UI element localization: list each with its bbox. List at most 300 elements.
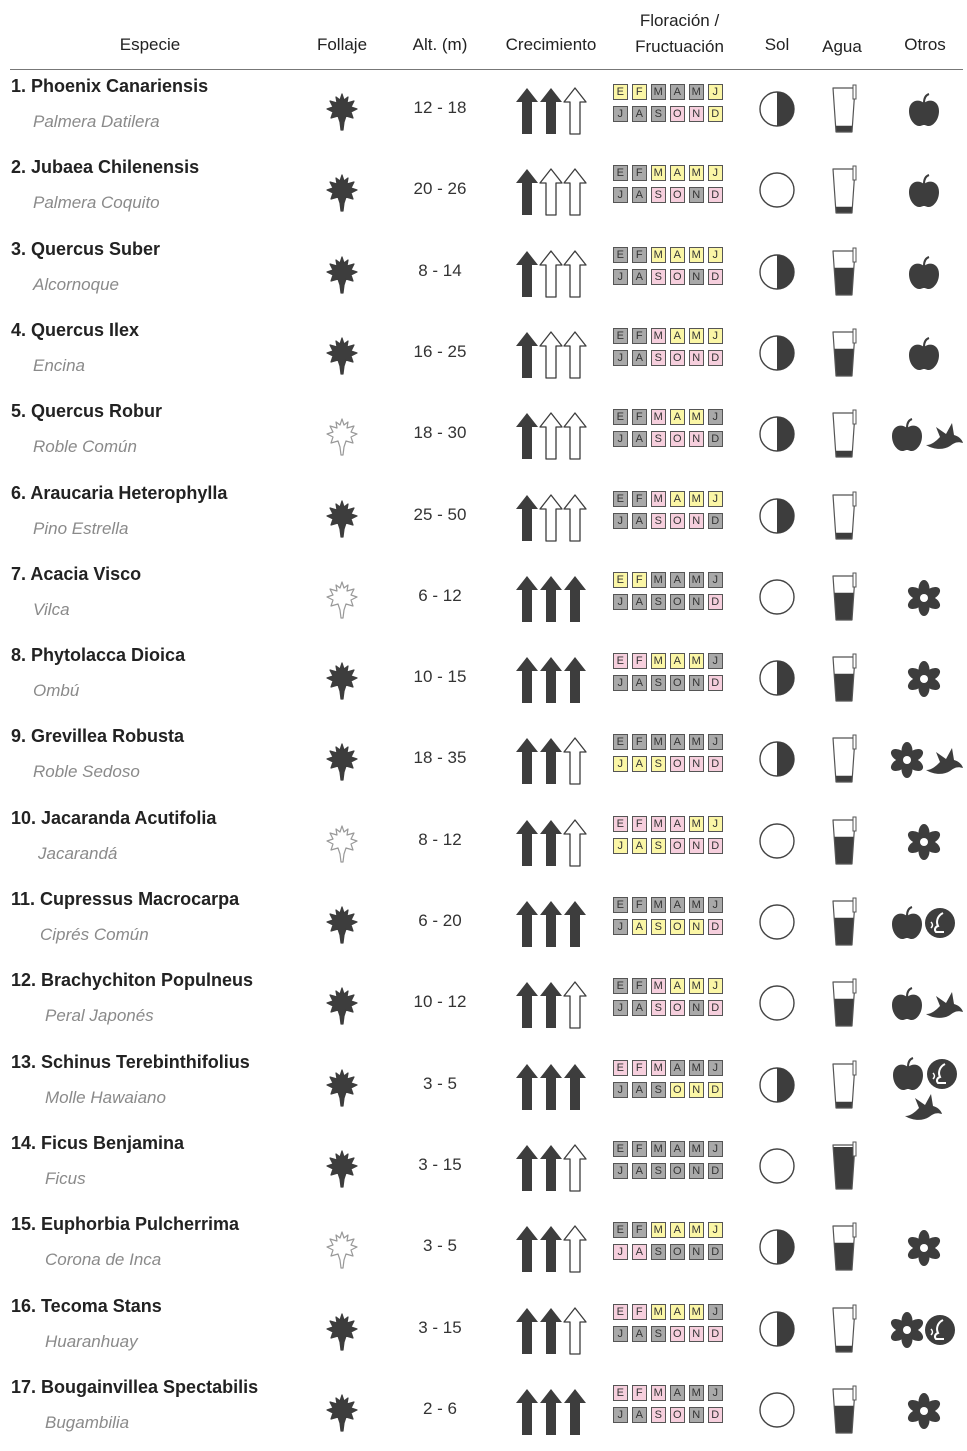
- header-altura: Alt. (m): [412, 35, 468, 54]
- month-calendar: [613, 1304, 745, 1348]
- month-cell: M: [689, 409, 704, 425]
- month-cell: J: [613, 756, 628, 772]
- months-jul-dec: [613, 187, 745, 203]
- species-common-name: Ciprés Común: [40, 925, 149, 944]
- months-jul-dec: [613, 1000, 745, 1016]
- month-cell: O: [670, 594, 685, 610]
- month-cell: S: [651, 594, 666, 610]
- apple-icon: [890, 1056, 926, 1092]
- month-cell: S: [651, 187, 666, 203]
- growth-arrows-icon: [514, 736, 590, 786]
- table-row: [0, 1371, 967, 1451]
- table-row: [0, 151, 967, 231]
- height-range: 20 - 26: [413, 179, 467, 199]
- table-row: [0, 639, 967, 719]
- species-common-name: Peral Japonés: [45, 1006, 154, 1026]
- species-name: 9. Grevillea Robusta: [11, 726, 185, 747]
- leaf-solid-icon: [325, 255, 359, 295]
- species-common-name: Corona de Inca: [45, 1250, 162, 1270]
- months-jan-jun: [613, 1304, 745, 1320]
- month-cell: J: [708, 1060, 723, 1076]
- month-cell: A: [632, 106, 647, 122]
- apple-icon: [906, 336, 942, 372]
- species-common-name: Bugambilia: [45, 1412, 130, 1432]
- growth-arrows-icon: [514, 899, 590, 949]
- month-cell: M: [651, 247, 666, 263]
- month-cell: O: [670, 919, 685, 935]
- water-glass-icon: [829, 897, 859, 949]
- month-cell: M: [689, 1304, 704, 1320]
- month-cell: M: [651, 734, 666, 750]
- header-agua: Agua: [822, 37, 862, 56]
- month-calendar: [613, 165, 745, 209]
- month-cell: O: [670, 1000, 685, 1016]
- growth-arrows-icon: [514, 167, 590, 217]
- month-cell: A: [670, 978, 685, 994]
- apple-icon: [889, 905, 925, 941]
- table-row: [0, 70, 967, 150]
- leaf-solid-icon: [325, 173, 359, 213]
- table-row: [0, 1127, 967, 1207]
- month-calendar: [613, 816, 745, 860]
- month-cell: A: [670, 328, 685, 344]
- water-glass-icon: [829, 328, 859, 380]
- month-cell: S: [651, 1244, 666, 1260]
- month-cell: S: [651, 1407, 666, 1423]
- leaf-outline-icon: [325, 580, 359, 620]
- month-cell: M: [651, 1141, 666, 1157]
- month-cell: A: [632, 919, 647, 935]
- month-cell: A: [632, 1000, 647, 1016]
- months-jan-jun: [613, 816, 745, 832]
- month-cell: F: [632, 897, 647, 913]
- months-jul-dec: [613, 350, 745, 366]
- month-cell: J: [613, 350, 628, 366]
- month-cell: A: [632, 838, 647, 854]
- month-cell: E: [613, 1304, 628, 1320]
- leaf-solid-icon: [325, 1149, 359, 1189]
- height-range: 16 - 25: [413, 341, 467, 361]
- apple-icon: [906, 173, 942, 209]
- species-common-name: Pino Estrella: [33, 518, 129, 538]
- growth-arrows-icon: [514, 655, 590, 705]
- month-cell: N: [689, 756, 704, 772]
- table-row: [0, 558, 967, 638]
- leaf-solid-icon: [325, 1068, 359, 1108]
- month-cell: S: [651, 838, 666, 854]
- month-cell: J: [708, 653, 723, 669]
- month-cell: F: [632, 1385, 647, 1401]
- species-name: 8. Phytolacca Dioica: [11, 645, 186, 666]
- water-glass-icon: [829, 409, 859, 461]
- species-common-name: Alcornoque: [33, 274, 120, 294]
- month-cell: M: [689, 1385, 704, 1401]
- month-cell: D: [708, 919, 723, 935]
- month-cell: S: [651, 1082, 666, 1098]
- month-cell: D: [708, 838, 723, 854]
- leaf-solid-icon: [325, 1312, 359, 1352]
- water-glass-icon: [829, 653, 859, 705]
- table-row: [0, 802, 967, 882]
- species-common-name: Vilca: [33, 599, 70, 619]
- growth-arrows-icon: [514, 574, 590, 624]
- month-cell: F: [632, 1222, 647, 1238]
- leaf-outline-icon: [325, 824, 359, 864]
- month-cell: J: [708, 1304, 723, 1320]
- month-cell: F: [632, 409, 647, 425]
- month-cell: E: [613, 247, 628, 263]
- month-cell: J: [708, 247, 723, 263]
- month-cell: A: [632, 187, 647, 203]
- month-cell: S: [651, 1163, 666, 1179]
- month-cell: F: [632, 816, 647, 832]
- half-shade-icon: [758, 415, 796, 453]
- month-cell: M: [651, 653, 666, 669]
- growth-arrows-icon: [514, 1143, 590, 1193]
- month-cell: M: [689, 978, 704, 994]
- month-cell: E: [613, 1060, 628, 1076]
- month-cell: S: [651, 675, 666, 691]
- month-cell: F: [632, 1304, 647, 1320]
- table-row: [0, 1046, 967, 1126]
- months-jan-jun: [613, 1060, 745, 1076]
- table-row: [0, 233, 967, 313]
- leaf-solid-icon: [325, 661, 359, 701]
- month-cell: O: [670, 513, 685, 529]
- month-cell: J: [613, 269, 628, 285]
- bird-icon: [903, 1090, 943, 1122]
- month-cell: A: [632, 594, 647, 610]
- month-cell: M: [689, 247, 704, 263]
- month-calendar: [613, 328, 745, 372]
- species-name: 11. Cupressus Macrocarpa: [11, 889, 240, 909]
- month-cell: E: [613, 409, 628, 425]
- month-cell: A: [670, 572, 685, 588]
- months-jan-jun: [613, 572, 745, 588]
- month-cell: S: [651, 269, 666, 285]
- species-name: 7. Acacia Visco: [11, 563, 142, 584]
- months-jan-jun: [613, 1222, 745, 1238]
- month-cell: F: [632, 653, 647, 669]
- month-cell: A: [670, 1304, 685, 1320]
- flower-icon: [906, 824, 942, 860]
- half-shade-icon: [758, 1066, 796, 1104]
- month-cell: J: [613, 675, 628, 691]
- month-cell: N: [689, 187, 704, 203]
- month-cell: O: [670, 1244, 685, 1260]
- bird-icon: [924, 744, 964, 776]
- month-cell: J: [708, 1141, 723, 1157]
- month-cell: A: [632, 269, 647, 285]
- month-cell: N: [689, 1000, 704, 1016]
- months-jan-jun: [613, 165, 745, 181]
- height-range: 8 - 14: [418, 260, 462, 280]
- months-jan-jun: [613, 1385, 745, 1401]
- leaf-outline-icon: [325, 1230, 359, 1270]
- month-cell: J: [708, 897, 723, 913]
- month-cell: M: [689, 328, 704, 344]
- height-range: 18 - 35: [413, 748, 467, 768]
- leaf-solid-icon: [325, 742, 359, 782]
- month-cell: A: [670, 1141, 685, 1157]
- month-cell: M: [651, 1385, 666, 1401]
- month-cell: D: [708, 431, 723, 447]
- month-cell: J: [613, 919, 628, 935]
- month-cell: E: [613, 1385, 628, 1401]
- species-common-name: Ombú: [33, 681, 80, 701]
- species-name: 13. Schinus Terebinthifolius: [11, 1051, 250, 1072]
- month-cell: N: [689, 513, 704, 529]
- leaf-solid-icon: [325, 336, 359, 376]
- height-range: 18 - 30: [413, 423, 467, 443]
- month-cell: J: [613, 187, 628, 203]
- species-name: 1. Phoenix Canariensis: [11, 76, 209, 96]
- smell-icon: [926, 1058, 958, 1090]
- months-jul-dec: [613, 1326, 745, 1342]
- months-jul-dec: [613, 675, 745, 691]
- month-cell: O: [670, 187, 685, 203]
- months-jul-dec: [613, 1163, 745, 1179]
- month-cell: D: [708, 1326, 723, 1342]
- month-cell: N: [689, 431, 704, 447]
- header-crecimiento: Crecimiento: [505, 35, 597, 54]
- month-cell: A: [632, 1244, 647, 1260]
- smell-icon: [924, 907, 956, 939]
- month-cell: S: [651, 513, 666, 529]
- growth-arrows-icon: [514, 249, 590, 299]
- month-cell: A: [670, 165, 685, 181]
- month-cell: F: [632, 247, 647, 263]
- height-range: 3 - 15: [418, 1317, 462, 1337]
- month-cell: M: [689, 572, 704, 588]
- month-cell: F: [632, 1060, 647, 1076]
- month-cell: M: [651, 84, 666, 100]
- apple-icon: [906, 92, 942, 128]
- water-glass-icon: [829, 572, 859, 624]
- month-calendar: [613, 1060, 745, 1104]
- month-cell: J: [708, 1222, 723, 1238]
- month-cell: O: [670, 1082, 685, 1098]
- months-jul-dec: [613, 594, 745, 610]
- month-cell: E: [613, 165, 628, 181]
- month-cell: S: [651, 106, 666, 122]
- month-cell: J: [708, 409, 723, 425]
- table-row: [0, 1290, 967, 1370]
- month-cell: F: [632, 978, 647, 994]
- months-jul-dec: [613, 838, 745, 854]
- bird-icon: [924, 419, 964, 451]
- month-cell: A: [670, 816, 685, 832]
- month-calendar: [613, 84, 745, 128]
- species-common-name: Encina: [33, 355, 85, 375]
- months-jul-dec: [613, 756, 745, 772]
- month-cell: A: [670, 247, 685, 263]
- month-cell: D: [708, 350, 723, 366]
- month-cell: N: [689, 1244, 704, 1260]
- species-common-name: Ficus: [45, 1168, 86, 1188]
- growth-arrows-icon: [514, 493, 590, 543]
- table-row: [0, 395, 967, 475]
- full-sun-icon: [758, 1147, 796, 1185]
- month-cell: N: [689, 1163, 704, 1179]
- height-range: 3 - 5: [422, 1073, 458, 1093]
- water-glass-icon: [829, 491, 859, 543]
- month-calendar: [613, 491, 745, 535]
- water-glass-icon: [829, 1141, 859, 1193]
- full-sun-icon: [758, 578, 796, 616]
- month-cell: D: [708, 1407, 723, 1423]
- month-cell: F: [632, 572, 647, 588]
- height-range: 3 - 5: [422, 1236, 458, 1256]
- month-cell: M: [651, 328, 666, 344]
- month-cell: A: [632, 431, 647, 447]
- growth-arrows-icon: [514, 980, 590, 1030]
- month-cell: O: [670, 269, 685, 285]
- months-jul-dec: [613, 919, 745, 935]
- month-cell: A: [632, 1407, 647, 1423]
- month-cell: E: [613, 491, 628, 507]
- month-cell: D: [708, 513, 723, 529]
- species-common-name: Molle Hawaiano: [45, 1087, 166, 1107]
- water-glass-icon: [829, 1222, 859, 1274]
- month-cell: A: [670, 897, 685, 913]
- month-cell: D: [708, 1000, 723, 1016]
- month-cell: S: [651, 1326, 666, 1342]
- month-cell: F: [632, 491, 647, 507]
- month-cell: A: [632, 1163, 647, 1179]
- flower-icon: [906, 1393, 942, 1429]
- month-cell: D: [708, 106, 723, 122]
- full-sun-icon: [758, 1391, 796, 1429]
- header-otros: Otros: [904, 35, 946, 54]
- month-calendar: [613, 572, 745, 616]
- species-name: 10. Jacaranda Acutifolia: [11, 807, 217, 828]
- month-cell: A: [670, 491, 685, 507]
- month-cell: E: [613, 84, 628, 100]
- months-jan-jun: [613, 734, 745, 750]
- growth-arrows-icon: [514, 86, 590, 136]
- header-fructuacion: Fructuación: [635, 37, 724, 56]
- months-jan-jun: [613, 328, 745, 344]
- months-jan-jun: [613, 897, 745, 913]
- month-cell: J: [708, 328, 723, 344]
- month-cell: N: [689, 1082, 704, 1098]
- months-jul-dec: [613, 1407, 745, 1423]
- month-cell: O: [670, 431, 685, 447]
- table-row: [0, 883, 967, 963]
- month-cell: M: [689, 653, 704, 669]
- month-cell: E: [613, 1222, 628, 1238]
- month-cell: J: [708, 491, 723, 507]
- month-cell: J: [613, 1082, 628, 1098]
- month-cell: J: [613, 838, 628, 854]
- month-cell: A: [670, 1060, 685, 1076]
- header-especie: Especie: [119, 35, 181, 54]
- month-cell: A: [670, 409, 685, 425]
- height-range: 12 - 18: [413, 98, 467, 117]
- month-cell: D: [708, 1082, 723, 1098]
- month-cell: N: [689, 838, 704, 854]
- month-cell: M: [689, 1222, 704, 1238]
- month-cell: J: [708, 816, 723, 832]
- month-cell: E: [613, 572, 628, 588]
- flower-icon: [906, 661, 942, 697]
- month-calendar: [613, 978, 745, 1022]
- month-cell: M: [689, 734, 704, 750]
- month-cell: D: [708, 1163, 723, 1179]
- species-common-name: Palmera Coquito: [33, 193, 160, 213]
- months-jul-dec: [613, 106, 745, 122]
- leaf-solid-icon: [325, 1393, 359, 1433]
- months-jan-jun: [613, 409, 745, 425]
- header-sol: Sol: [764, 35, 790, 54]
- month-cell: M: [651, 165, 666, 181]
- month-calendar: [613, 409, 745, 453]
- month-calendar: [613, 653, 745, 697]
- months-jan-jun: [613, 491, 745, 507]
- month-cell: F: [632, 84, 647, 100]
- month-cell: F: [632, 734, 647, 750]
- species-name: 2. Jubaea Chilenensis: [11, 157, 200, 178]
- apple-icon: [889, 986, 925, 1022]
- month-cell: S: [651, 919, 666, 935]
- month-cell: E: [613, 734, 628, 750]
- month-cell: S: [651, 756, 666, 772]
- month-cell: S: [651, 350, 666, 366]
- months-jan-jun: [613, 84, 745, 100]
- half-shade-icon: [758, 1228, 796, 1266]
- months-jul-dec: [613, 1244, 745, 1260]
- month-cell: N: [689, 1407, 704, 1423]
- species-common-name: Jacarandá: [38, 843, 118, 863]
- month-cell: J: [708, 978, 723, 994]
- growth-arrows-icon: [514, 818, 590, 868]
- month-cell: A: [632, 513, 647, 529]
- month-cell: M: [651, 1222, 666, 1238]
- smell-icon: [924, 1314, 956, 1346]
- species-common-name: Palmera Datilera: [33, 112, 160, 131]
- growth-arrows-icon: [514, 1306, 590, 1356]
- half-shade-icon: [758, 497, 796, 535]
- month-cell: M: [689, 1141, 704, 1157]
- species-common-name: Roble Común: [33, 437, 137, 457]
- table-row: [0, 314, 967, 394]
- month-cell: J: [708, 84, 723, 100]
- month-cell: O: [670, 675, 685, 691]
- month-cell: A: [632, 756, 647, 772]
- month-calendar: [613, 734, 745, 778]
- months-jul-dec: [613, 431, 745, 447]
- flower-icon: [889, 1312, 925, 1348]
- leaf-solid-icon: [325, 499, 359, 539]
- flower-icon: [906, 580, 942, 616]
- month-cell: J: [613, 513, 628, 529]
- month-cell: J: [708, 1385, 723, 1401]
- month-cell: F: [632, 1141, 647, 1157]
- month-cell: J: [708, 165, 723, 181]
- month-cell: A: [670, 734, 685, 750]
- month-cell: M: [689, 816, 704, 832]
- month-cell: A: [632, 1326, 647, 1342]
- month-cell: D: [708, 1244, 723, 1260]
- month-cell: N: [689, 350, 704, 366]
- water-glass-icon: [829, 84, 859, 136]
- month-cell: M: [689, 897, 704, 913]
- months-jan-jun: [613, 978, 745, 994]
- month-calendar: [613, 1222, 745, 1266]
- months-jul-dec: [613, 269, 745, 285]
- month-cell: D: [708, 756, 723, 772]
